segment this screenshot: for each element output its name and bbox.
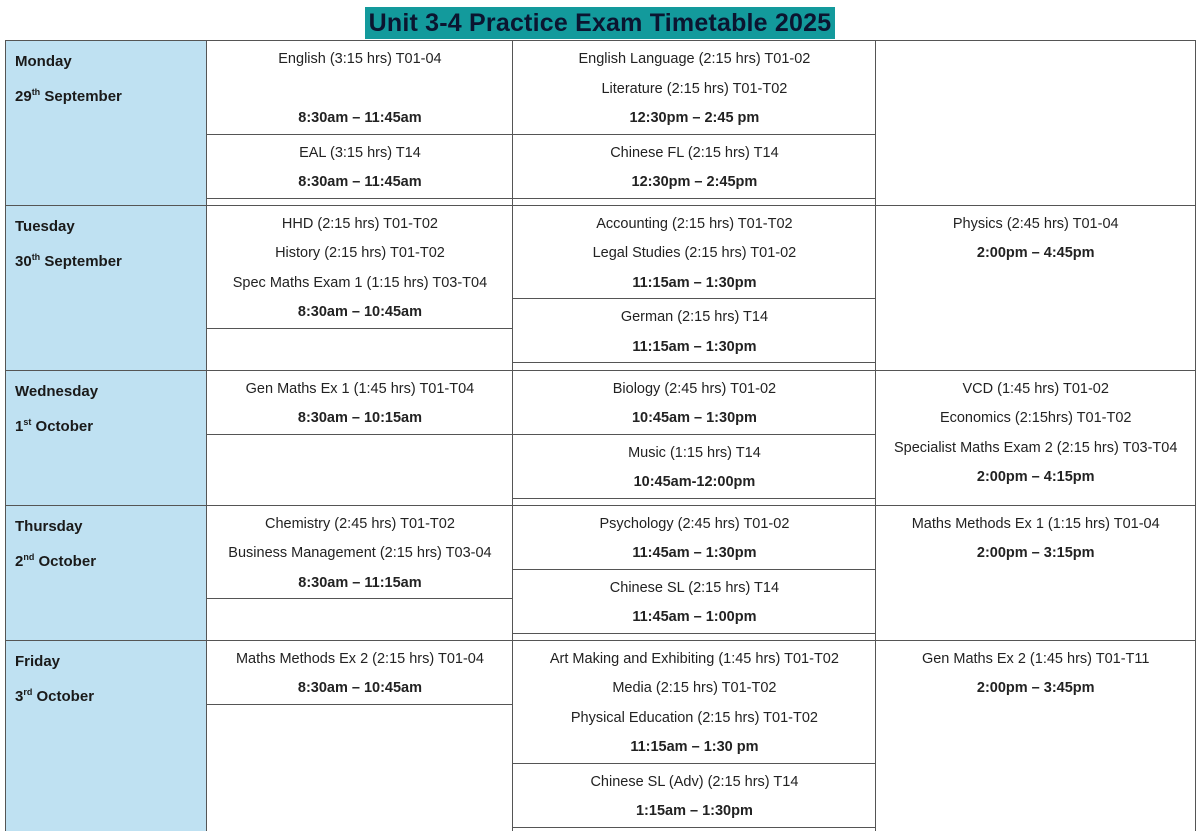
col2-cell xyxy=(207,640,513,831)
cell-bottom-rule xyxy=(513,633,875,640)
page-title: Unit 3-4 Practice Exam Timetable 2025 xyxy=(365,7,836,39)
date-ordinal: rd xyxy=(23,686,33,697)
session-time: 11:45am – 1:00pm xyxy=(632,609,757,625)
col2-session-block xyxy=(207,41,512,134)
session-time: 11:15am – 1:30 pm xyxy=(630,739,759,755)
day-cell xyxy=(6,370,207,505)
col3-cell xyxy=(513,370,876,505)
date-number: 1 xyxy=(15,417,24,435)
date-month: October xyxy=(38,552,97,570)
timetable-table xyxy=(5,40,1196,831)
session-time: 2:00pm – 4:15pm xyxy=(976,469,1095,485)
subject-line: EAL (3:15 hrs) T14 xyxy=(299,144,421,161)
col2-cell xyxy=(207,41,513,206)
session-time: 8:30am – 10:45am xyxy=(297,680,423,696)
col4-cell xyxy=(876,505,1196,640)
session-time: 8:30am – 11:15am xyxy=(298,574,422,591)
subject-line: VCD (1:45 hrs) T01-02 xyxy=(962,380,1109,397)
day-cell xyxy=(6,505,207,640)
day-row xyxy=(6,205,1196,370)
subject-line: Physical Education (2:15 hrs) T01-T02 xyxy=(570,709,818,726)
day-name: Friday xyxy=(15,652,61,670)
date-month: October xyxy=(35,417,94,435)
day-date xyxy=(15,83,206,106)
col4-session-block xyxy=(876,371,1195,493)
col3-session-block xyxy=(513,298,875,362)
subject-line: Maths Methods Ex 2 (2:15 hrs) T01-04 xyxy=(235,650,484,667)
session-time: 2:00pm – 3:45pm xyxy=(976,680,1095,696)
session-time: 11:45am – 1:30pm xyxy=(632,545,757,561)
spacer-line xyxy=(207,75,512,105)
session-time: 1:15am – 1:30pm xyxy=(635,803,753,819)
cell-bottom-rule xyxy=(207,598,512,605)
date-month: September xyxy=(44,252,122,270)
session-time: 10:45am-12:00pm xyxy=(633,474,756,490)
col2-cell xyxy=(207,205,513,370)
subject-line: Legal Studies (2:15 hrs) T01-02 xyxy=(592,245,797,261)
session-time: 12:30pm – 2:45pm xyxy=(631,174,758,190)
subject-line: German (2:15 hrs) T14 xyxy=(620,309,769,325)
col3-session-block xyxy=(513,569,875,633)
col4-cell xyxy=(876,640,1196,831)
session-time: 10:45am – 1:30pm xyxy=(631,410,757,426)
day-row xyxy=(6,370,1196,505)
col4-cell xyxy=(876,205,1196,370)
subject-line: English (3:15 hrs) T01-04 xyxy=(278,51,442,67)
subject-line: Gen Maths Ex 1 (1:45 hrs) T01-T04 xyxy=(245,380,475,397)
session-time: 11:15am – 1:30pm xyxy=(632,274,757,291)
col3-session-block xyxy=(513,134,875,198)
subject-line: Psychology (2:45 hrs) T01-02 xyxy=(599,515,790,532)
col4-session-block xyxy=(876,206,1195,269)
subject-line: Chinese FL (2:15 hrs) T14 xyxy=(610,144,779,161)
subject-line: Chinese SL (2:15 hrs) T14 xyxy=(609,579,780,596)
session-time: 8:30am – 10:15am xyxy=(297,410,423,426)
subject-line: Maths Methods Ex 1 (1:15 hrs) T01-04 xyxy=(911,515,1160,532)
cell-bottom-rule xyxy=(513,498,875,505)
day-row xyxy=(6,640,1196,831)
session-time: 11:15am – 1:30pm xyxy=(632,338,757,355)
cell-bottom-rule xyxy=(513,198,875,205)
footer-cutoff xyxy=(0,826,1200,831)
subject-line: Chemistry (2:45 hrs) T01-T02 xyxy=(265,515,455,532)
day-date xyxy=(15,683,206,706)
subject-line: Media (2:15 hrs) T01-T02 xyxy=(612,680,777,696)
day-name: Monday xyxy=(15,53,72,70)
col2-cell xyxy=(207,505,513,640)
day-name: Thursday xyxy=(15,517,83,535)
session-time: 2:00pm – 3:15pm xyxy=(976,545,1095,561)
cell-bottom-rule xyxy=(207,434,512,441)
subject-line: Specialist Maths Exam 2 (2:15 hrs) T03-T04 xyxy=(894,439,1178,456)
col3-session-block xyxy=(513,371,875,434)
day-cell xyxy=(6,640,207,831)
day-row xyxy=(6,41,1196,206)
session-time: 2:00pm – 4:45pm xyxy=(976,245,1095,261)
col2-cell xyxy=(207,370,513,505)
date-number: 29 xyxy=(15,88,32,105)
col3-session-block xyxy=(513,434,875,498)
subject-line: History (2:15 hrs) T01-T02 xyxy=(275,245,445,261)
col3-cell xyxy=(513,41,876,206)
col2-session-block xyxy=(207,506,512,599)
col3-session-block xyxy=(513,41,875,134)
date-ordinal: nd xyxy=(23,551,35,562)
subject-line: Physics (2:45 hrs) T01-04 xyxy=(952,215,1119,232)
col2-session-block xyxy=(207,371,512,434)
subject-line: Accounting (2:15 hrs) T01-T02 xyxy=(596,215,793,232)
session-time: 8:30am – 11:45am xyxy=(298,174,422,190)
subject-line: Art Making and Exhibiting (1:45 hrs) T01-T02 xyxy=(549,650,839,667)
col3-session-block xyxy=(513,206,875,299)
date-number: 2 xyxy=(15,552,24,570)
cell-bottom-rule xyxy=(207,704,512,711)
timetable-body xyxy=(6,41,1196,831)
col3-cell xyxy=(513,640,876,831)
subject-line: Gen Maths Ex 2 (1:45 hrs) T01-T11 xyxy=(921,650,1150,667)
title-wrap xyxy=(0,7,1200,39)
col4-cell xyxy=(876,41,1196,206)
subject-line: Music (1:15 hrs) T14 xyxy=(628,444,761,461)
day-date xyxy=(15,248,206,271)
col3-session-block xyxy=(513,763,875,827)
col4-cell xyxy=(876,370,1196,505)
col2-session-block xyxy=(207,206,512,328)
date-number: 3 xyxy=(15,687,24,705)
subject-line: HHD (2:15 hrs) T01-T02 xyxy=(281,215,438,232)
session-time: 12:30pm – 2:45 pm xyxy=(629,110,760,126)
subject-line: Business Management (2:15 hrs) T03-04 xyxy=(228,545,492,561)
day-date xyxy=(15,413,206,436)
subject-line: Spec Maths Exam 1 (1:15 hrs) T03-T04 xyxy=(232,274,488,291)
day-date xyxy=(15,548,206,571)
subject-line: Economics (2:15hrs) T01-T02 xyxy=(939,410,1132,426)
subject-line: Literature (2:15 hrs) T01-T02 xyxy=(601,80,788,97)
cell-bottom-rule xyxy=(207,198,512,205)
date-number: 30 xyxy=(15,252,32,270)
date-ordinal: st xyxy=(23,416,32,427)
date-ordinal: th xyxy=(31,251,41,262)
col3-cell xyxy=(513,205,876,370)
day-cell xyxy=(6,41,207,206)
col3-session-block xyxy=(513,641,875,763)
date-ordinal: th xyxy=(31,87,41,97)
session-time: 8:30am – 11:45am xyxy=(298,110,422,126)
day-row xyxy=(6,505,1196,640)
col2-session-block xyxy=(207,134,512,198)
cell-bottom-rule xyxy=(207,328,512,335)
col2-session-block xyxy=(207,641,512,704)
col4-session-block xyxy=(876,641,1195,704)
col3-session-block xyxy=(513,506,875,569)
subject-line: Chinese SL (Adv) (2:15 hrs) T14 xyxy=(590,773,799,790)
col3-cell xyxy=(513,505,876,640)
day-name: Tuesday xyxy=(15,217,75,235)
col4-session-block xyxy=(876,506,1195,569)
subject-line: Biology (2:45 hrs) T01-02 xyxy=(612,380,777,397)
date-month: September xyxy=(44,88,122,105)
subject-line: English Language (2:15 hrs) T01-02 xyxy=(578,51,811,67)
cell-bottom-rule xyxy=(513,362,875,369)
session-time: 8:30am – 10:45am xyxy=(297,304,423,320)
date-month: October xyxy=(36,687,95,705)
day-cell xyxy=(6,205,207,370)
day-name: Wednesday xyxy=(15,382,99,400)
